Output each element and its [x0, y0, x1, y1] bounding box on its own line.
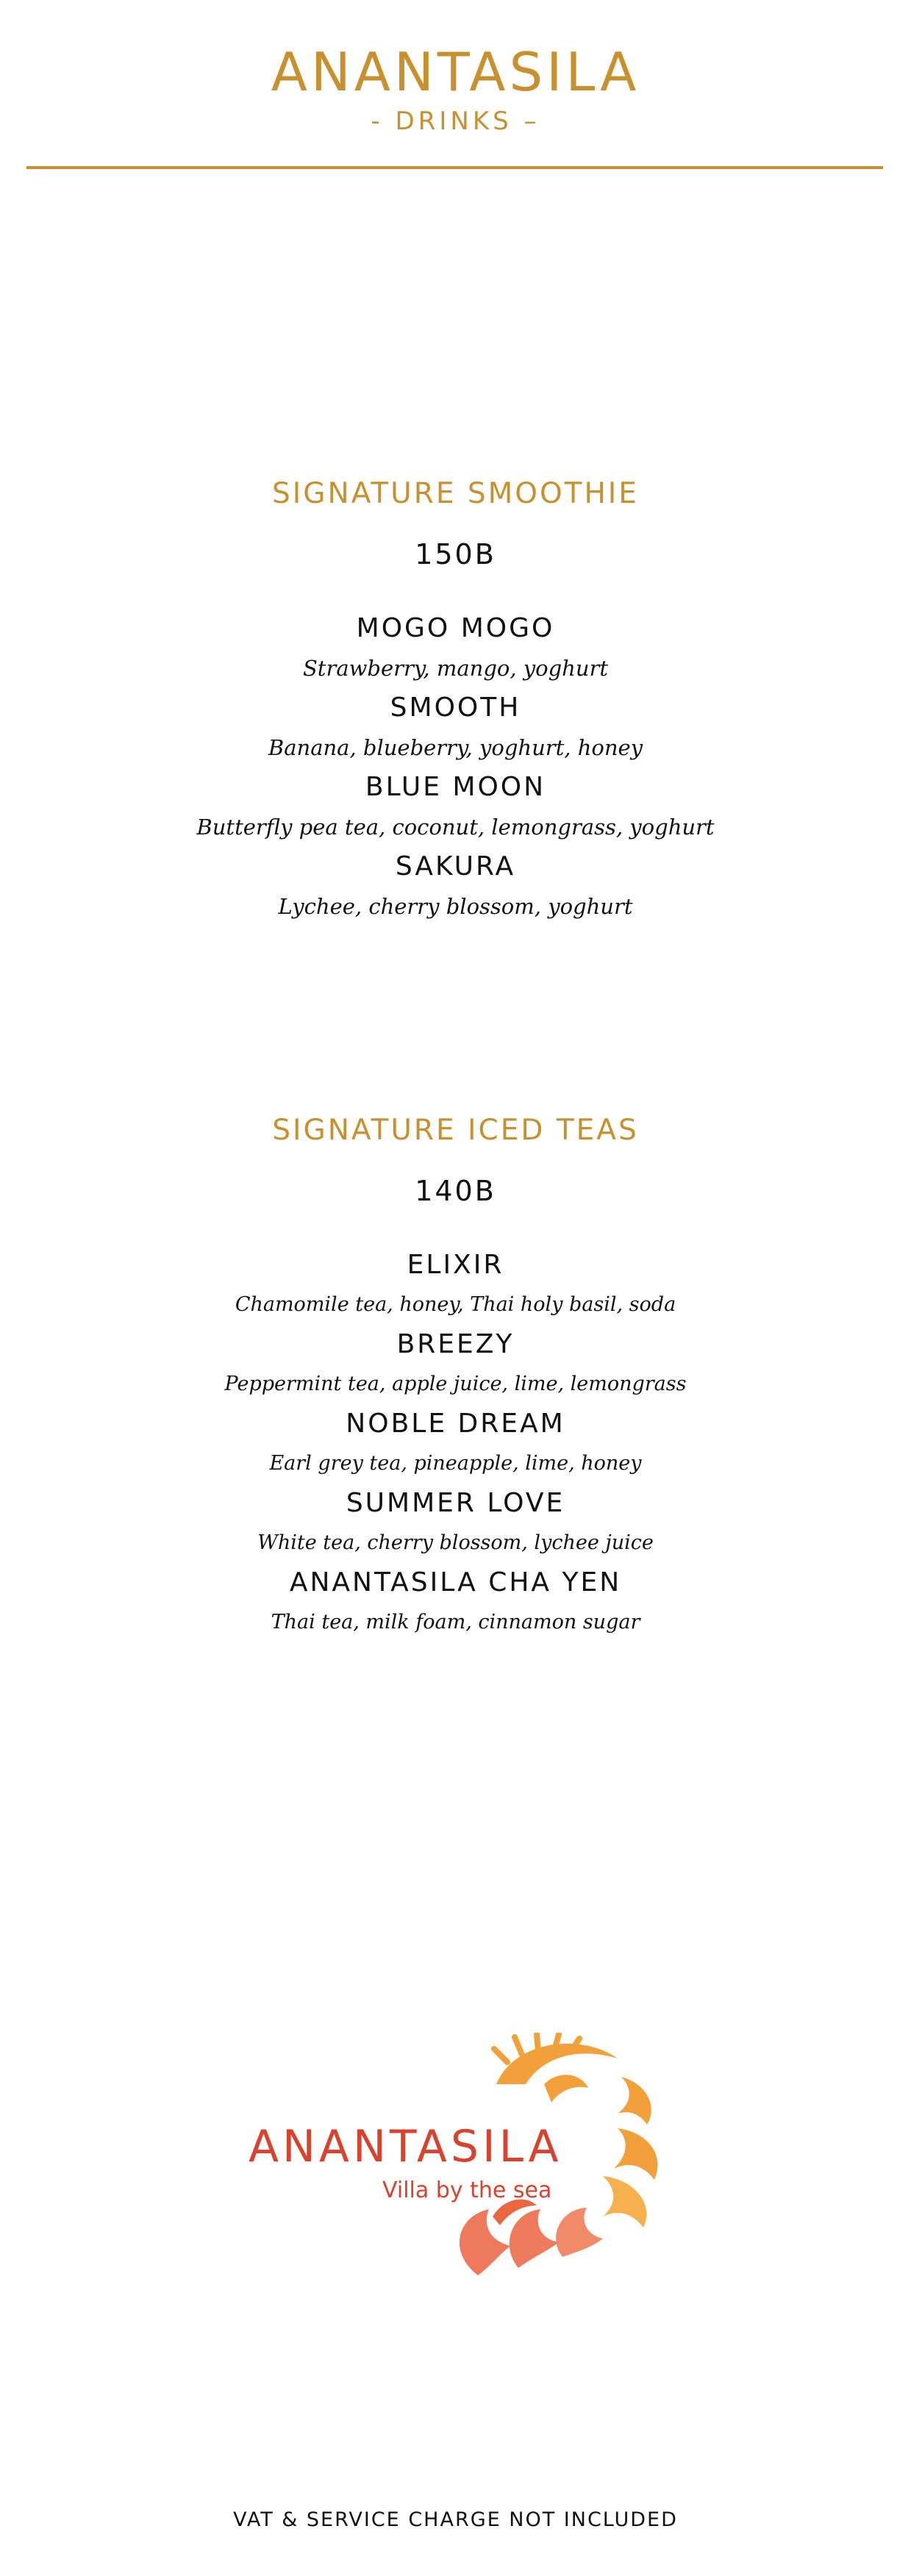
item-name: SUMMER LOVE — [346, 1488, 565, 1518]
menu-subtitle: - DRINKS – — [371, 107, 540, 136]
item-name: ANANTASILA CHA YEN — [289, 1567, 622, 1598]
logo-wordmark: ANANTASILA — [249, 2121, 562, 2172]
section-price: 150B — [415, 538, 496, 570]
section-title: SIGNATURE ICED TEAS — [272, 1114, 639, 1147]
item-description: Banana, blueberry, yoghurt, honey — [268, 735, 643, 760]
header-divider — [26, 166, 883, 169]
item-name: MOGO MOGO — [356, 613, 555, 643]
menu-header — [0, 41, 911, 136]
item-name: SMOOTH — [390, 693, 521, 723]
anantasila-logo — [235, 2033, 676, 2283]
brand-title: ANANTASILA — [271, 41, 640, 103]
item-list — [0, 609, 911, 927]
section-title: SIGNATURE SMOOTHIE — [272, 477, 639, 510]
item-list — [0, 1246, 911, 1643]
item-description: Lychee, cherry blossom, yoghurt — [278, 894, 633, 919]
footer-note: VAT & SERVICE CHARGE NOT INCLUDED — [233, 2508, 678, 2531]
item-description: Thai tea, milk foam, cinnamon sugar — [271, 1611, 640, 1634]
logo-tagline: Villa by the sea — [382, 2178, 552, 2203]
section-price: 140B — [415, 1175, 496, 1207]
item-description: Chamomile tea, honey, Thai holy basil, soda — [235, 1293, 676, 1316]
section-signature-smoothie — [0, 479, 911, 927]
item-name: SAKURA — [395, 851, 516, 881]
item-description: Peppermint tea, apple juice, lime, lemongrass — [224, 1373, 687, 1395]
item-description: White tea, cherry blossom, lychee juice — [257, 1531, 654, 1554]
item-name: ELIXIR — [407, 1250, 504, 1280]
section-signature-iced-teas — [0, 1116, 911, 1643]
item-name: BLUE MOON — [365, 772, 546, 802]
item-name: NOBLE DREAM — [346, 1409, 565, 1439]
item-description: Strawberry, mango, yoghurt — [302, 656, 609, 681]
item-description: Earl grey tea, pineapple, lime, honey — [269, 1452, 642, 1475]
item-description: Butterfly pea tea, coconut, lemongrass, yoghurt — [196, 815, 715, 840]
item-name: BREEZY — [396, 1329, 515, 1359]
